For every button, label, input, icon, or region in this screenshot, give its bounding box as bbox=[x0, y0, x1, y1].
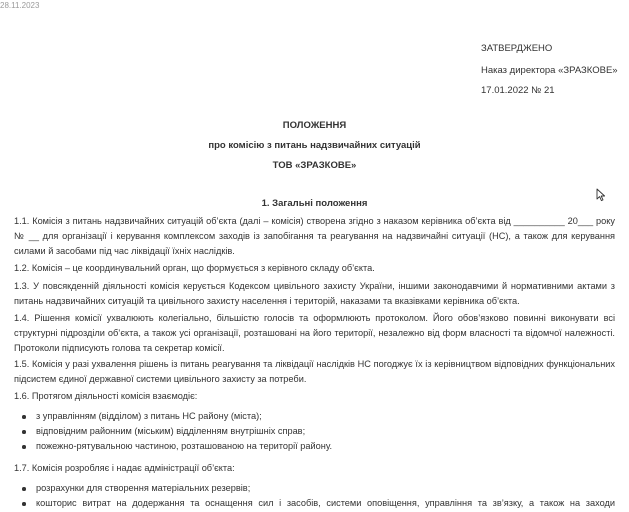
section-heading: 1. Загальні положення bbox=[261, 198, 368, 209]
list-item: кошторис витрат на додержання та оснащення сил і засобів, системи оповіщення, управління та зв’язку, а також на заходи bbox=[14, 496, 615, 511]
organization-name: ТОВ «ЗРАЗКОВЕ» bbox=[272, 160, 357, 171]
approval-stamp: ЗАТВЕРДЖЕНО bbox=[481, 43, 553, 54]
approval-date-number: 17.01.2022 № 21 bbox=[481, 85, 555, 96]
deliverables-list bbox=[14, 481, 615, 496]
document-subtitle: про комісію з питань надзвичайних ситуацій bbox=[208, 140, 421, 151]
paragraph-1-6: 1.6. Протягом діяльності комісія взаємодіє: bbox=[14, 391, 198, 401]
paragraph-1-7: 1.7. Комісія розробляє і надає адміністрації об’єкта: bbox=[14, 463, 235, 473]
paragraph-1-5: 1.5. Комісія у разі ухвалення рішень із питань реагування та ліквідації наслідків НС погоджує їх із керівництвом відповідних функціональних підсистем єдиної державної системи цивільного захисту за потреби. bbox=[14, 359, 615, 384]
paragraph-1-4: 1.4. Рішення комісії ухвалюють колегіально, більшістю голосів та оформлюють протоколом. Його обов’язково повинні виконувати всі структурні підрозділи об’єкта, а також усі організації, розташовані на його території, незалежно від форм власності та відомчої належності. Протоколи підписують голова та секретар комісії. bbox=[14, 313, 615, 353]
approval-order: Наказ директора «ЗРАЗКОВЕ» bbox=[481, 65, 618, 76]
interaction-list bbox=[14, 409, 615, 454]
list-item: відповідним районним (міським) відділенням внутрішніх справ; bbox=[14, 424, 615, 439]
mouse-pointer-icon bbox=[596, 188, 606, 202]
document-date: 28.11.2023 bbox=[0, 1, 40, 10]
list-item: пожежно-рятувальною частиною, розташованою на території району. bbox=[14, 439, 615, 454]
list-item: розрахунки для створення матеріальних резервів; bbox=[14, 481, 615, 496]
paragraph-1-3: 1.3. У повсякденній діяльності комісія керується Кодексом цивільного захисту України, іншими законодавчими й нормативними актами з питань надзвичайних ситуацій та цивільного захисту населення і територій, наказами та вказівками керівника об’єкта. bbox=[14, 281, 615, 306]
deliverables-list-continued bbox=[14, 496, 615, 511]
document-title: ПОЛОЖЕННЯ bbox=[282, 120, 347, 131]
paragraph-1-2: 1.2. Комісія – це координувальний орган, що формується з керівного складу об’єкта. bbox=[14, 263, 375, 273]
paragraph-1-1: 1.1. Комісія з питань надзвичайних ситуацій об’єкта (далі – комісія) створена згідно з наказом керівника об’єкта від __________ 20___ року № __ для організації і керування комплексом заходів із запобігання та реагування на надзвичайні ситуації (НС), а також для керування силами й засобами під час ліквідації їхніх наслідків. bbox=[14, 216, 615, 256]
list-item: з управлінням (відділом) з питань НС району (міста); bbox=[14, 409, 615, 424]
